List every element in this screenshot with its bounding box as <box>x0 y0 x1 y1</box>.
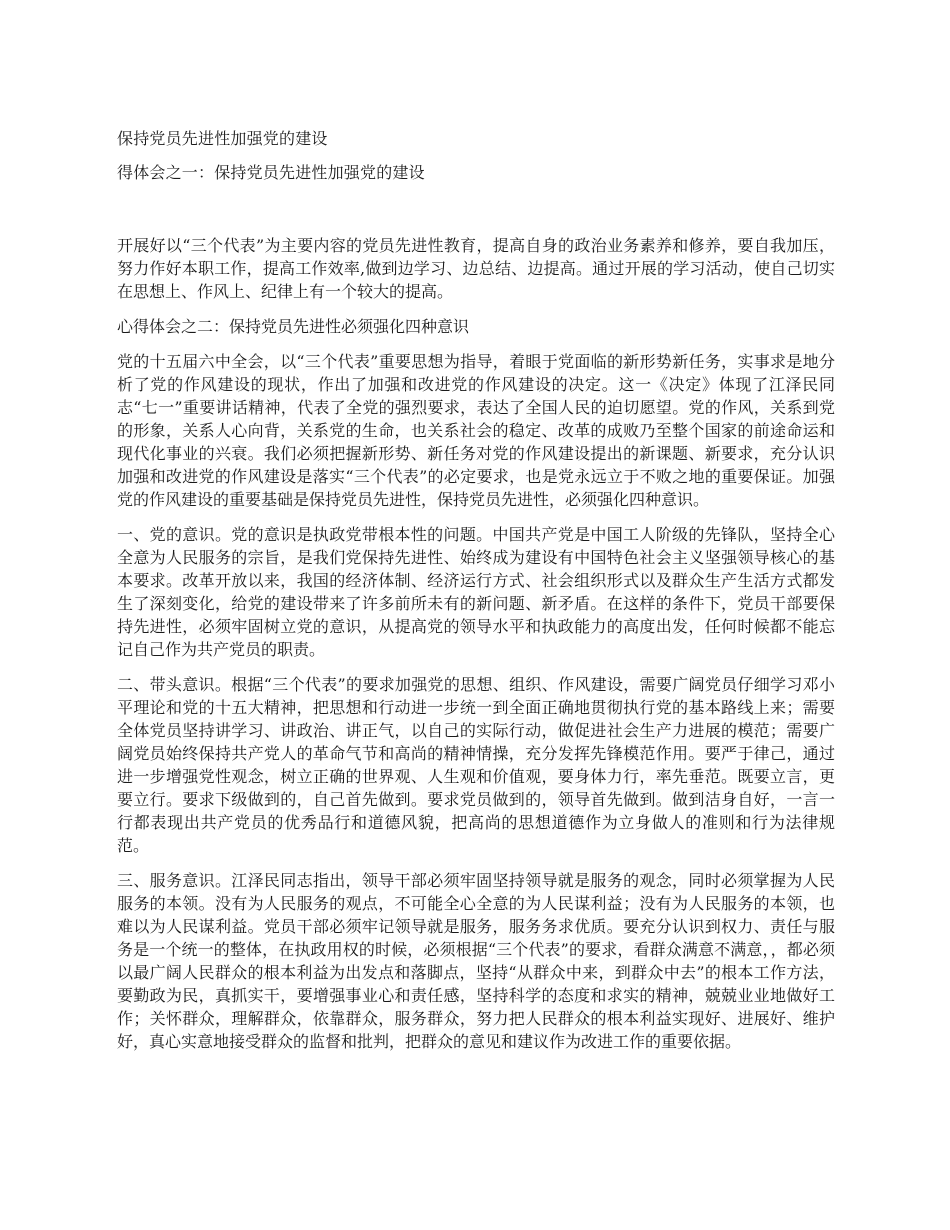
paragraph-party-awareness: 一、党的意识。党的意识是执政党带根本性的问题。中国共产党是中国工人阶级的先锋队，坚持全心全意为人民服务的宗旨，是我们党保持先进性、始终成为建设有中国特色社会主义坚强领导核心的基本要求。改革开放以来，我国的经济体制、经济运行方式、社会组织形式以及群众生产生活方式都发生了深刻变化，给党的建设带来了许多前所未有的新问题、新矛盾。在这样的条件下，党员干部要保持先进性，必须牢固树立党的意识，从提高党的领导水平和执政能力的高度出发，任何时候都不能忘记自己作为共产党员的职责。 <box>117 525 835 659</box>
paragraph-service-awareness: 三、服务意识。江泽民同志指出，领导干部必须牢固坚持领导就是服务的观念，同时必须掌握为人民服务的本领。没有为人民服务的观点，不可能全心全意的为人民谋利益；没有为人民服务的本领，也难以为人民谋利益。党员干部必须牢记领导就是服务，服务务求优质。要充分认识到权力、责任与服务是一个统一的整体，在执政用权的时候，必须根据“三个代表”的要求，看群众满意不满意，，都必须以最广阔人民群众的根本利益为出发点和落脚点，坚持“从群众中来，到群众中去”的根本工作方法，要勤政为民，真抓实干，要增强事业心和责任感，坚持科学的态度和求实的精神，兢兢业业地做好工作；关怀群众，理解群众，依靠群众，服务群众，努力把人民群众的根本利益实现好、进展好、维护好，真心实意地接受群众的监督和批判，把群众的意见和建议作为改进工作的重要依据。 <box>117 871 835 1051</box>
paragraph-overview: 党的十五届六中全会，以“三个代表”重要思想为指导，着眼于党面临的新形势新任务，实事求是地分析了党的作风建设的现状，作出了加强和改进党的作风建设的决定。这一《决定》体现了江泽民同志“七一”重要讲话精神，代表了全党的强烈要求，表达了全国人民的迫切愿望。党的作风，关系到党的形象，关系人心向背，关系党的生命，也关系社会的稳定、改革的成败乃至整个国家的前途命运和现代化事业的兴衰。我们必须把握新形势、新任务对党的作风建设提出的新课题、新要求，充分认识加强和改进党的作风建设是落实“三个代表”的必定要求，也是党永远立于不败之地的重要保证。加强党的作风建设的重要基础是保持党员先进性，保持党员先进性，必须强化四种意识。 <box>117 352 835 509</box>
paragraph-intro: 开展好以“三个代表”为主要内容的党员先进性教育，提高自身的政治业务素养和修养，要自我加压，努力作好本职工作，提高工作效率,做到边学习、边总结、边提高。通过开展的学习活动，使自己切实在思想上、作风上、纪律上有一个较大的提高。 <box>117 236 835 301</box>
document-title: 保持党员先进性加强党的建设 <box>117 129 328 148</box>
section-heading: 心得体会之二：保持党员先进性必须强化四种意识 <box>117 317 470 336</box>
paragraph-leading-awareness: 二、带头意识。根据“三个代表”的要求加强党的思想、组织、作风建设，需要广阔党员仔细学习邓小平理论和党的十五大精神，把思想和行动进一步统一到全面正确地贯彻执行党的基本路线上来；需要全体党员坚持讲学习、讲政治、讲正气，以自己的实际行动，做促进社会生产力进展的模范；需要广阔党员始终保持共产党人的革命气节和高尚的精神情操，充分发挥先锋模范作用。要严于律己，通过进一步增强党性观念，树立正确的世界观、人生观和价值观，要身体力行，率先垂范。既要立言，更要立行。要求下级做到的，自己首先做到。要求党员做到的，领导首先做到。做到洁身自好，一言一行都表现出共产党员的优秀品行和道德风貌，把高尚的思想道德作为立身做人的准则和行为法律规范。 <box>117 675 835 855</box>
document-body <box>117 234 835 1065</box>
document-subtitle: 得体会之一：保持党员先进性加强党的建设 <box>117 163 425 182</box>
